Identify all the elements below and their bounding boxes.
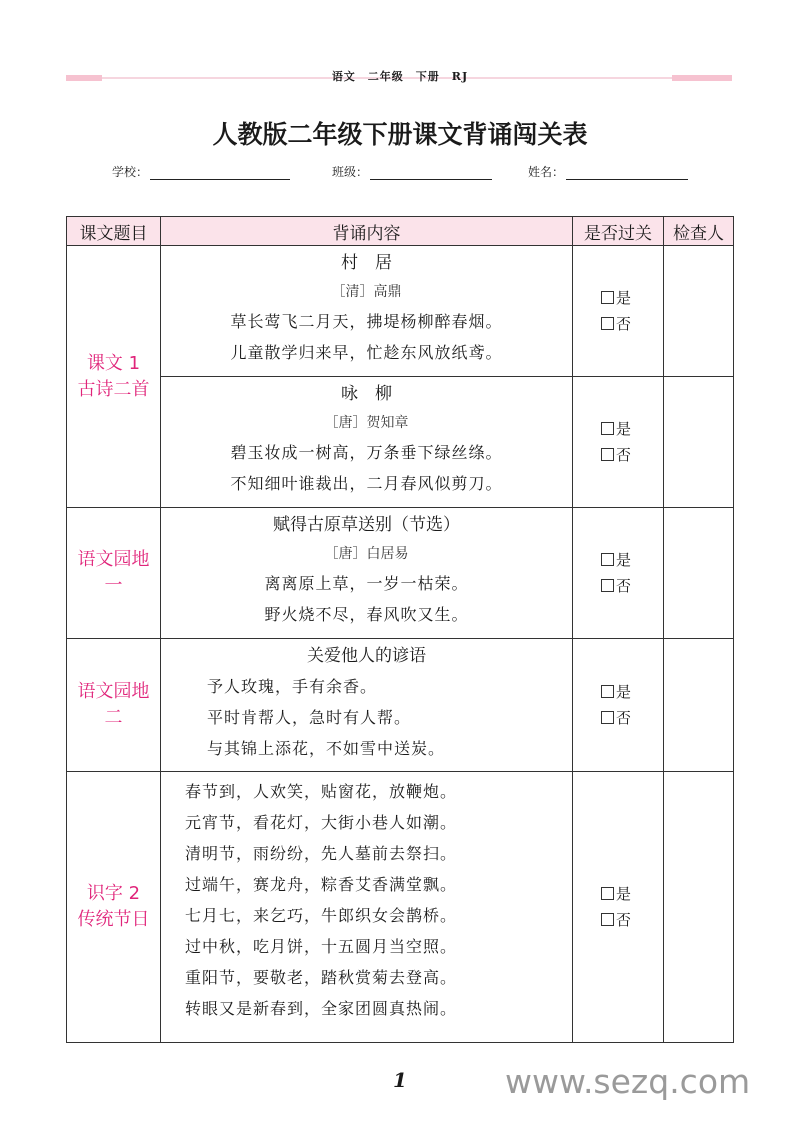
- name-label: 姓名：: [528, 165, 565, 179]
- checker-cell[interactable]: [664, 772, 734, 1043]
- yes-option[interactable]: [601, 881, 663, 907]
- yes-label: 是: [616, 683, 632, 701]
- poem-line: 平时肯帮人，急时有人帮。: [207, 708, 412, 727]
- class-field[interactable]: [332, 163, 492, 180]
- no-label: 否: [616, 315, 632, 333]
- checkbox-icon[interactable]: [601, 291, 614, 304]
- table-row: [67, 508, 734, 639]
- poem-line: 儿童散学归来早，忙趁东风放纸鸢。: [230, 343, 503, 362]
- no-option[interactable]: [601, 907, 663, 933]
- header-lesson-title: 课文题目: [67, 217, 161, 246]
- checkbox-icon[interactable]: [601, 448, 614, 461]
- checkbox-icon[interactable]: [601, 887, 614, 900]
- lesson-label: 语文园地: [77, 549, 150, 570]
- yes-label: 是: [616, 551, 632, 569]
- content-cell: [161, 639, 573, 772]
- header-recite-content: 背诵内容: [161, 217, 573, 246]
- checkbox-icon[interactable]: [601, 711, 614, 724]
- table-row: [67, 377, 734, 508]
- poem-title: 村 居: [341, 253, 392, 273]
- page-number: 1: [393, 1068, 407, 1092]
- school-label: 学校：: [112, 165, 149, 179]
- name-field[interactable]: [528, 163, 688, 180]
- header-pass-status: 是否过关: [573, 217, 664, 246]
- poem-line: 元宵节，看花灯，大街小巷人如潮。: [185, 813, 458, 832]
- poem-author: ［唐］白居易: [324, 546, 409, 562]
- content-cell: [161, 508, 573, 639]
- pass-check-cell: [573, 508, 664, 639]
- yes-option[interactable]: [601, 285, 663, 311]
- table-row: [67, 639, 734, 772]
- no-label: 否: [616, 709, 632, 727]
- class-label: 班级：: [332, 165, 369, 179]
- checker-cell[interactable]: [664, 377, 734, 508]
- poem-line: 过中秋，吃月饼，十五圆月当空照。: [185, 937, 458, 956]
- lesson-label: 课文 1: [86, 352, 141, 374]
- content-cell: [161, 377, 573, 508]
- no-option[interactable]: [601, 573, 663, 599]
- poem-title: 关爱他人的谚语: [307, 646, 426, 666]
- content-cell: [161, 772, 573, 1043]
- yes-label: 是: [616, 885, 632, 903]
- checker-cell[interactable]: [664, 246, 734, 377]
- lesson-label: 语文园地: [77, 681, 150, 702]
- lesson-cell-garden1: [67, 508, 161, 639]
- no-option[interactable]: [601, 311, 663, 337]
- poem-author: ［唐］贺知章: [324, 415, 409, 431]
- lesson-label: 古诗二首: [77, 378, 150, 400]
- watermark: www.sezq.com: [505, 1062, 751, 1101]
- school-blank[interactable]: [150, 163, 290, 180]
- yes-option[interactable]: [601, 416, 663, 442]
- poem-line: 七月七，来乞巧，牛郎织女会鹊桥。: [185, 906, 458, 925]
- page-title: 人教版二年级下册课文背诵闯关表: [212, 120, 588, 149]
- class-blank[interactable]: [370, 163, 492, 180]
- recitation-table: [66, 216, 734, 1043]
- poem-line: 重阳节，要敬老，踏秋赏菊去登高。: [185, 968, 458, 987]
- table-row: [67, 246, 734, 377]
- table-header-row: [67, 217, 734, 246]
- poem-title: 咏 柳: [341, 384, 392, 404]
- poem-line: 碧玉妆成一树高，万条垂下绿丝绦。: [230, 443, 503, 462]
- poem-line: 离离原上草，一岁一枯荣。: [264, 574, 469, 593]
- checkbox-icon[interactable]: [601, 913, 614, 926]
- checkbox-icon[interactable]: [601, 685, 614, 698]
- checker-cell[interactable]: [664, 639, 734, 772]
- lesson-cell-garden2: [67, 639, 161, 772]
- poem-line: 清明节，雨纷纷，先人墓前去祭扫。: [185, 844, 458, 863]
- checker-cell[interactable]: [664, 508, 734, 639]
- header-checker: 检查人: [664, 217, 734, 246]
- school-field[interactable]: [112, 163, 290, 180]
- yes-label: 是: [616, 420, 632, 438]
- checkbox-icon[interactable]: [601, 422, 614, 435]
- pass-check-cell: [573, 639, 664, 772]
- yes-option[interactable]: [601, 679, 663, 705]
- checkbox-icon[interactable]: [601, 553, 614, 566]
- pass-check-cell: [573, 246, 664, 377]
- no-label: 否: [616, 577, 632, 595]
- lesson-label: 一: [104, 575, 123, 596]
- lesson-label: 传统节日: [77, 909, 150, 930]
- yes-option[interactable]: [601, 547, 663, 573]
- poem-line: 草长莺飞二月天，拂堤杨柳醉春烟。: [230, 312, 503, 331]
- lesson-label: 二: [104, 707, 123, 728]
- poem-title: 赋得古原草送别（节选）: [273, 515, 460, 535]
- poem-author: ［清］高鼎: [331, 284, 402, 300]
- lesson-cell-literacy2: [67, 772, 161, 1043]
- no-label: 否: [616, 911, 632, 929]
- lesson-cell-lesson1: [67, 246, 161, 508]
- running-header: 语文 二年级 下册 RJ: [331, 70, 469, 83]
- table-row: [67, 772, 734, 1043]
- poem-line: 过端午，赛龙舟，粽香艾香满堂飘。: [185, 875, 458, 894]
- pass-check-cell: [573, 772, 664, 1043]
- yes-label: 是: [616, 289, 632, 307]
- checkbox-icon[interactable]: [601, 579, 614, 592]
- poem-line: 转眼又是新春到，全家团圆真热闹。: [185, 999, 458, 1018]
- pass-check-cell: [573, 377, 664, 508]
- no-option[interactable]: [601, 705, 663, 731]
- no-label: 否: [616, 446, 632, 464]
- poem-line: 予人玫瑰，手有余香。: [207, 677, 378, 696]
- poem-line: 野火烧不尽，春风吹又生。: [264, 605, 469, 624]
- poem-line: 春节到，人欢笑，贴窗花，放鞭炮。: [185, 782, 458, 801]
- content-cell: [161, 246, 573, 377]
- lesson-label: 识字 2: [86, 883, 141, 904]
- checkbox-icon[interactable]: [601, 317, 614, 330]
- poem-line: 不知细叶谁裁出，二月春风似剪刀。: [230, 474, 503, 493]
- name-blank[interactable]: [566, 163, 688, 180]
- no-option[interactable]: [601, 442, 663, 468]
- poem-line: 与其锦上添花，不如雪中送炭。: [207, 739, 446, 758]
